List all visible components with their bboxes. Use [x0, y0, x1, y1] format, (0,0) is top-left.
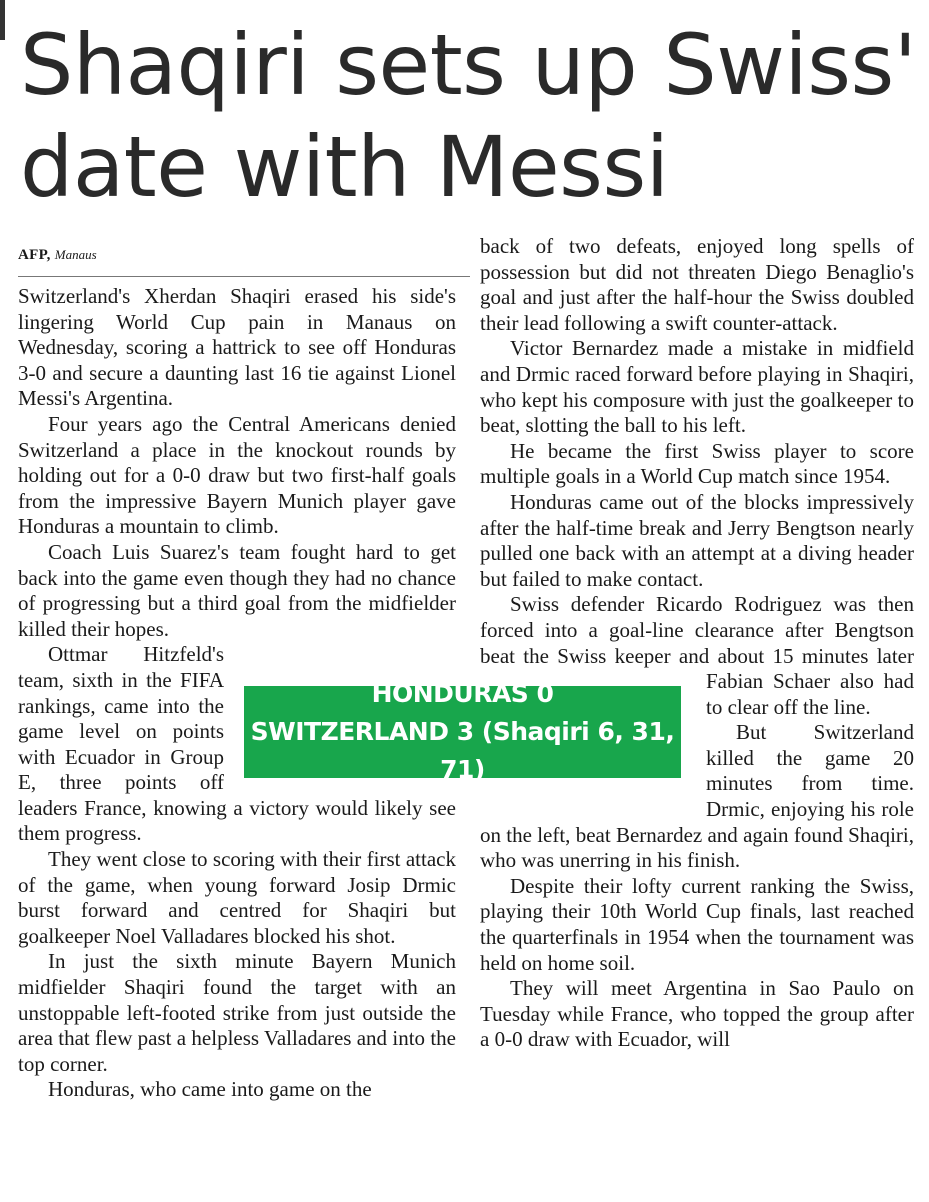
- byline-place: Manaus: [54, 247, 97, 262]
- paragraph: Honduras came out of the blocks impressively after the half-time break and Jerry Bengtson nearly pulled one back with an attempt at a diving header but failed to make contact.: [480, 489, 914, 591]
- paragraph: Coach Luis Suarez's team fought hard to get back into the game even though they had no chance of progressing but a third goal from the midfielder killed their hopes.: [18, 539, 456, 641]
- paragraph: Switzerland's Xherdan Shaqiri erased his side's lingering World Cup pain in Manaus on Wednesday, scoring a hattrick to see off Honduras 3-0 and secure a daunting last 16 tie against Lionel Messi's Argentina.: [18, 284, 456, 411]
- paragraph: Honduras, who came into game on the: [48, 1077, 372, 1102]
- byline-divider: [18, 276, 470, 277]
- byline-agency: AFP,: [18, 247, 51, 263]
- paragraph: back of two defeats, enjoyed long spells of possession but did not threaten Diego Benaglio's goal and just after the half-hour the Swiss doubled their lead following a swift counter-attack.: [480, 234, 914, 335]
- paragraph: Four years ago the Central Americans denied Switzerland a place in the knockout rounds by holding out for a 0-0 draw but two first-half goals from the impressive Bayern Munich player gave Honduras a mountain to climb.: [18, 411, 456, 539]
- paragraph: Despite their lofty current ranking the Swiss, playing their 10th World Cup finals, last reached the quarterfinals in 1954 when the tournament was held on home soil.: [480, 873, 914, 975]
- paragraph: But Switzerland killed the game 20 minutes from time. Drmic, enjoying his role on the left, beat Bernardez and again found Shaqiri, who was unerring in his finish.: [480, 720, 914, 873]
- scoreline-box: [244, 679, 681, 784]
- right-column: [480, 234, 914, 1053]
- paragraph: Victor Bernardez made a mistake in midfield and Drmic raced forward before playing in Shaqiri, who kept his composure with just the goalkeeper to beat, slotting the ball to his left.: [480, 336, 914, 438]
- paragraph: Swiss defender Ricardo Rodriguez was then forced into a goal-line clearance after Bengtson beat the Swiss keeper and about 15 minutes later Fabian Schaer also had to clear off the line.: [480, 592, 914, 719]
- paragraph: Ottmar Hitzfeld's team, sixth in the FIFA rankings, came into the game level on points with Ecuador in Group E, three points off leaders France, knowing a victory would likely see them progress.: [18, 642, 456, 846]
- scoreline-honduras: HONDURAS 0: [371, 679, 554, 708]
- headline: Shaqiri sets up Swiss' date with Messi: [20, 16, 917, 216]
- byline: [18, 245, 97, 265]
- paragraph: In just the sixth minute Bayern Munich midfielder Shaqiri found the target with an unstoppable left-footed strike from just outside the area that flew past a helpless Valladares and into the top corner.: [18, 949, 456, 1076]
- scoreline-switzerland: SWITZERLAND 3 (Shaqiri 6, 31, 71): [250, 717, 675, 784]
- paragraph: They went close to scoring with their first attack of the game, when young forward Josip Drmic burst forward and centred for Shaqiri but goalkeeper Noel Valladares blocked his shot.: [18, 847, 456, 948]
- paragraph: They will meet Argentina in Sao Paulo on Tuesday while France, who topped the group after a 0-0 draw with Ecuador, will: [480, 976, 914, 1052]
- paragraph: He became the first Swiss player to score multiple goals in a World Cup match since 1954.: [480, 438, 914, 489]
- page-edge-rule: [0, 0, 5, 40]
